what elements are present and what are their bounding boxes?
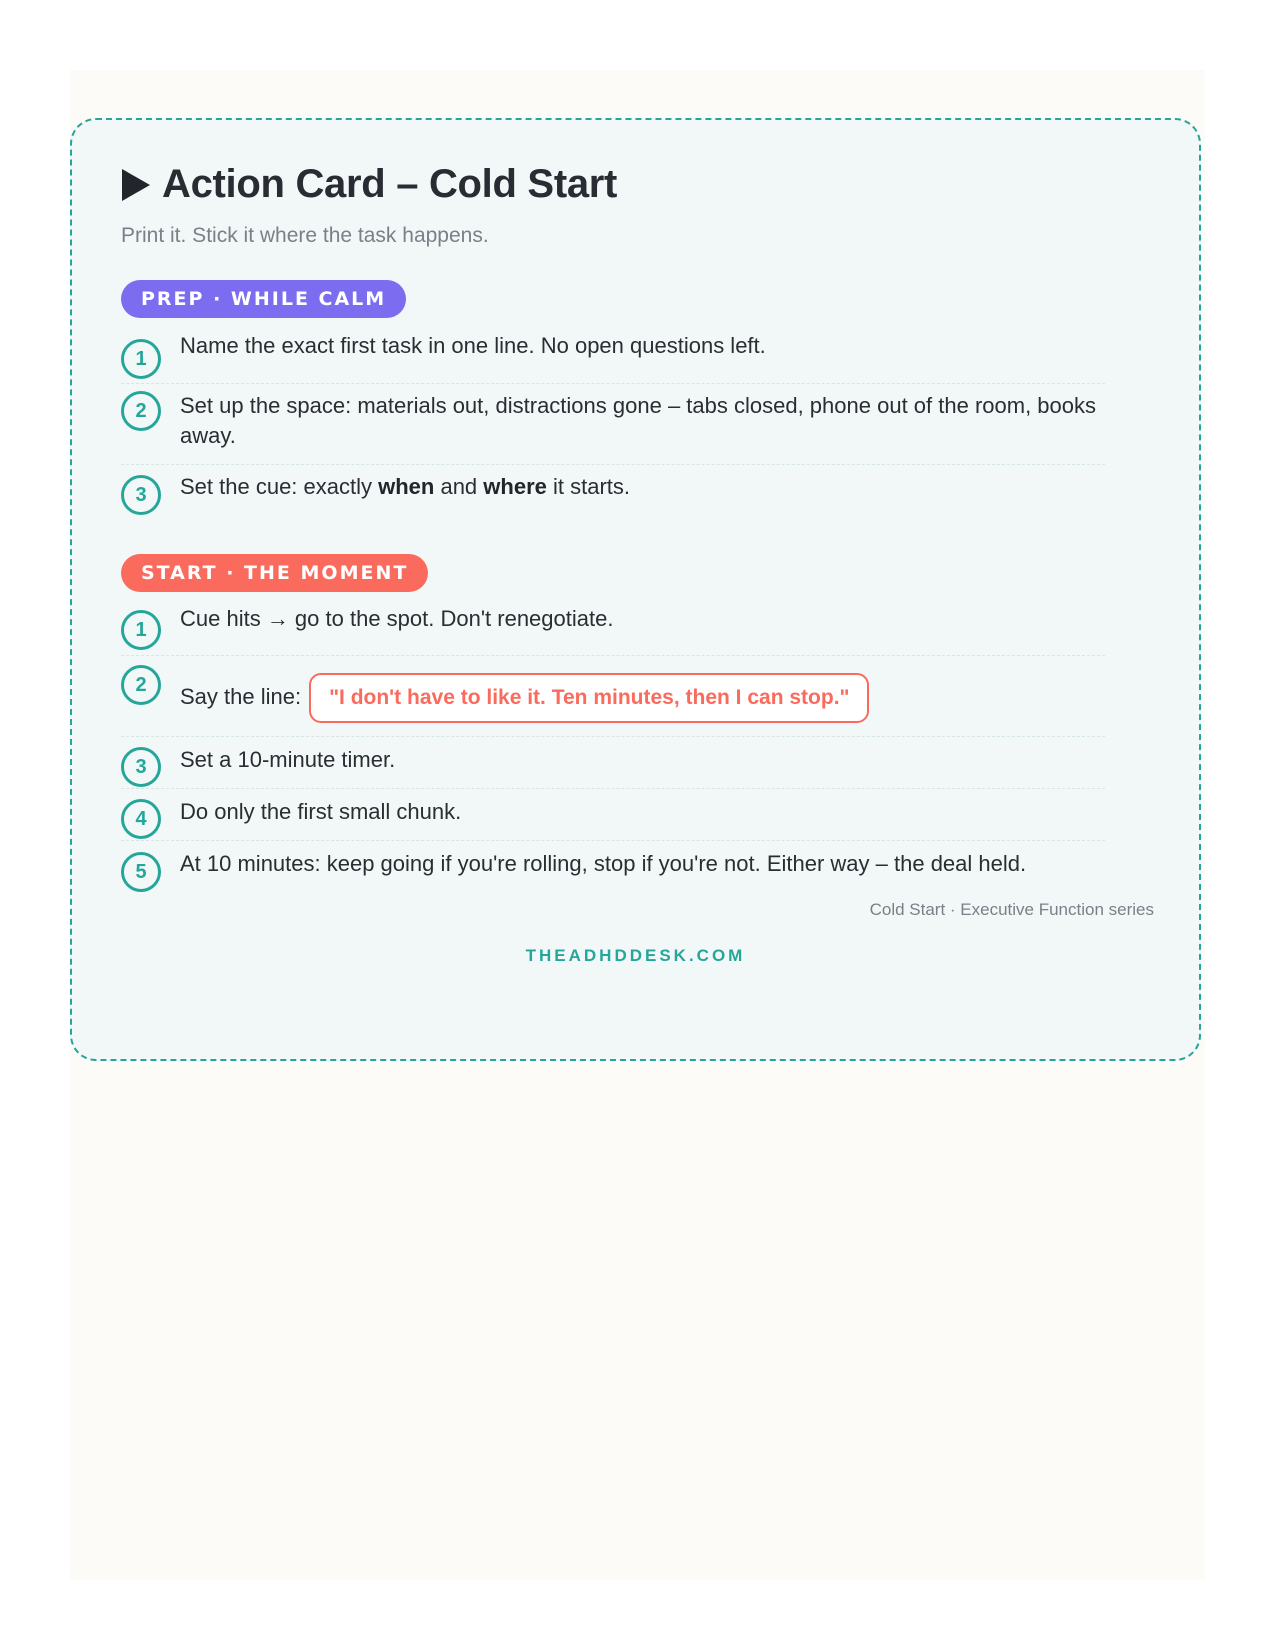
prep-steps-list	[121, 331, 1105, 521]
start-step	[121, 601, 1105, 656]
step-number-badge: 3	[121, 475, 161, 515]
prep-section-badge: PREP · WHILE CALM	[121, 280, 406, 318]
step-text-part: Set the cue: exactly	[180, 474, 379, 499]
action-card	[70, 118, 1201, 1061]
step-text: At 10 minutes: keep going if you're rolling, stop if you're not. Either way – the deal held.	[180, 851, 1027, 876]
step-text	[180, 472, 1105, 502]
start-step	[121, 656, 1105, 737]
step-text	[180, 673, 1105, 723]
title-row	[122, 162, 617, 207]
prep-step	[121, 331, 1105, 384]
quote-callout: "I don't have to like it. Ten minutes, then I can stop."	[309, 673, 869, 723]
step-text-emphasis: when	[378, 474, 435, 499]
play-triangle-icon	[122, 169, 150, 201]
step-number-badge: 3	[121, 747, 161, 787]
step-number-badge: 2	[121, 391, 161, 431]
start-section-badge: START · THE MOMENT	[121, 554, 428, 592]
step-number-badge: 1	[121, 610, 161, 650]
series-caption: Cold Start · Executive Function series	[869, 900, 1154, 919]
start-step	[121, 841, 1105, 897]
step-number-badge: 4	[121, 799, 161, 839]
step-text-emphasis: where	[483, 474, 547, 499]
prep-step	[121, 384, 1105, 465]
page	[70, 70, 1205, 1580]
start-step	[121, 789, 1105, 841]
start-step	[121, 737, 1105, 789]
step-number-badge: 5	[121, 852, 161, 892]
website-link[interactable]: THEADHDDESK.COM	[525, 946, 746, 965]
step-text: Name the exact first task in one line. No open questions left.	[180, 333, 766, 358]
card-subtitle: Print it. Stick it where the task happens.	[121, 224, 489, 247]
prep-step	[121, 465, 1105, 521]
step-number-badge: 2	[121, 665, 161, 705]
start-steps-list	[121, 601, 1105, 897]
step-text-part: Say the line:	[180, 683, 302, 709]
step-text: Set a 10-minute timer.	[180, 747, 396, 772]
step-text-part: it starts.	[546, 474, 630, 499]
card-title: Action Card – Cold Start	[162, 162, 618, 206]
step-number-badge: 1	[121, 339, 161, 379]
step-text: Do only the first small chunk.	[180, 799, 462, 824]
step-text-part: and	[434, 474, 484, 499]
step-text: Cue hits → go to the spot. Don't renegotiate.	[180, 606, 614, 631]
step-text: Set up the space: materials out, distractions gone – tabs closed, phone out of the room, books away.	[180, 393, 1096, 448]
